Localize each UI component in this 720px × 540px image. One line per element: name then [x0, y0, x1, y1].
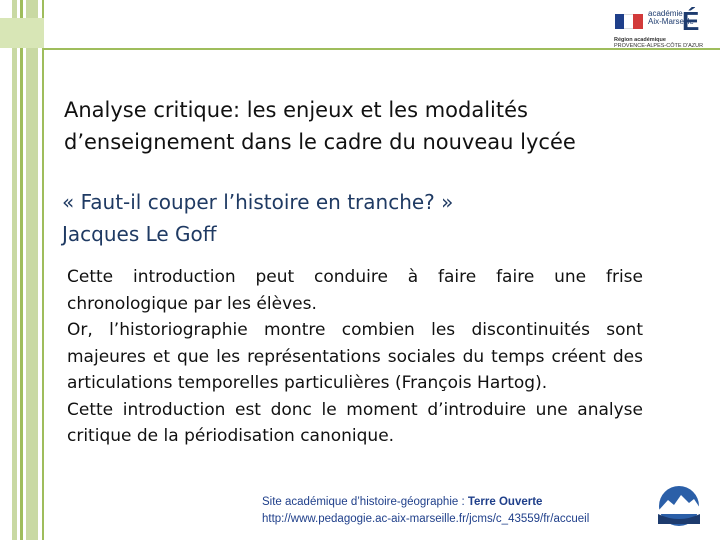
slide-title [64, 94, 644, 158]
decor-stripe [26, 0, 38, 540]
quote-author: Jacques Le Goff [62, 222, 217, 246]
paragraph: Cette introduction est donc le moment d’introduire une analyse critique de la périodisation canonique. [67, 399, 643, 446]
decor-stripe [12, 0, 17, 540]
footer [262, 494, 589, 528]
decor-stripe [20, 0, 23, 540]
paragraph: Or, l’historiographie montre combien les discontinuités sont majeures et que les représentations sociales du temps créent des articulations temporelles particulières (François Hartog). [67, 320, 643, 393]
body-text [67, 264, 643, 450]
title-line: Analyse critique: les enjeux et les modalités [64, 98, 528, 122]
title-line: d’enseignement dans le cadre du nouveau lycée [64, 130, 576, 154]
site-name-link[interactable]: Terre Ouverte [467, 496, 543, 508]
quote-block [62, 186, 642, 250]
footer-url-link[interactable]: http://www.pedagogie.ac-aix-marseille.fr/jcms/c_43559/fr/accueil [262, 513, 590, 525]
decor-band [0, 18, 44, 48]
logo-text: académie Aix-Marseille [648, 9, 694, 26]
french-flag-icon [615, 14, 643, 29]
terre-ouverte-logo-icon [654, 484, 704, 528]
quote-text: « Faut-il couper l’histoire en tranche? » [62, 190, 454, 214]
footer-credit: Site académique d’histoire-géographie : Terre Ouverte [262, 496, 543, 508]
paragraph: Cette introduction peut conduire à faire faire une frise chronologique par les élèves. [67, 267, 643, 314]
region-text: Région académique PROVENCE-ALPES-CÔTE D'AZUR [614, 37, 704, 49]
logo-letter: É [682, 6, 700, 36]
decor-stripe [42, 0, 44, 540]
academie-logo [612, 8, 716, 54]
